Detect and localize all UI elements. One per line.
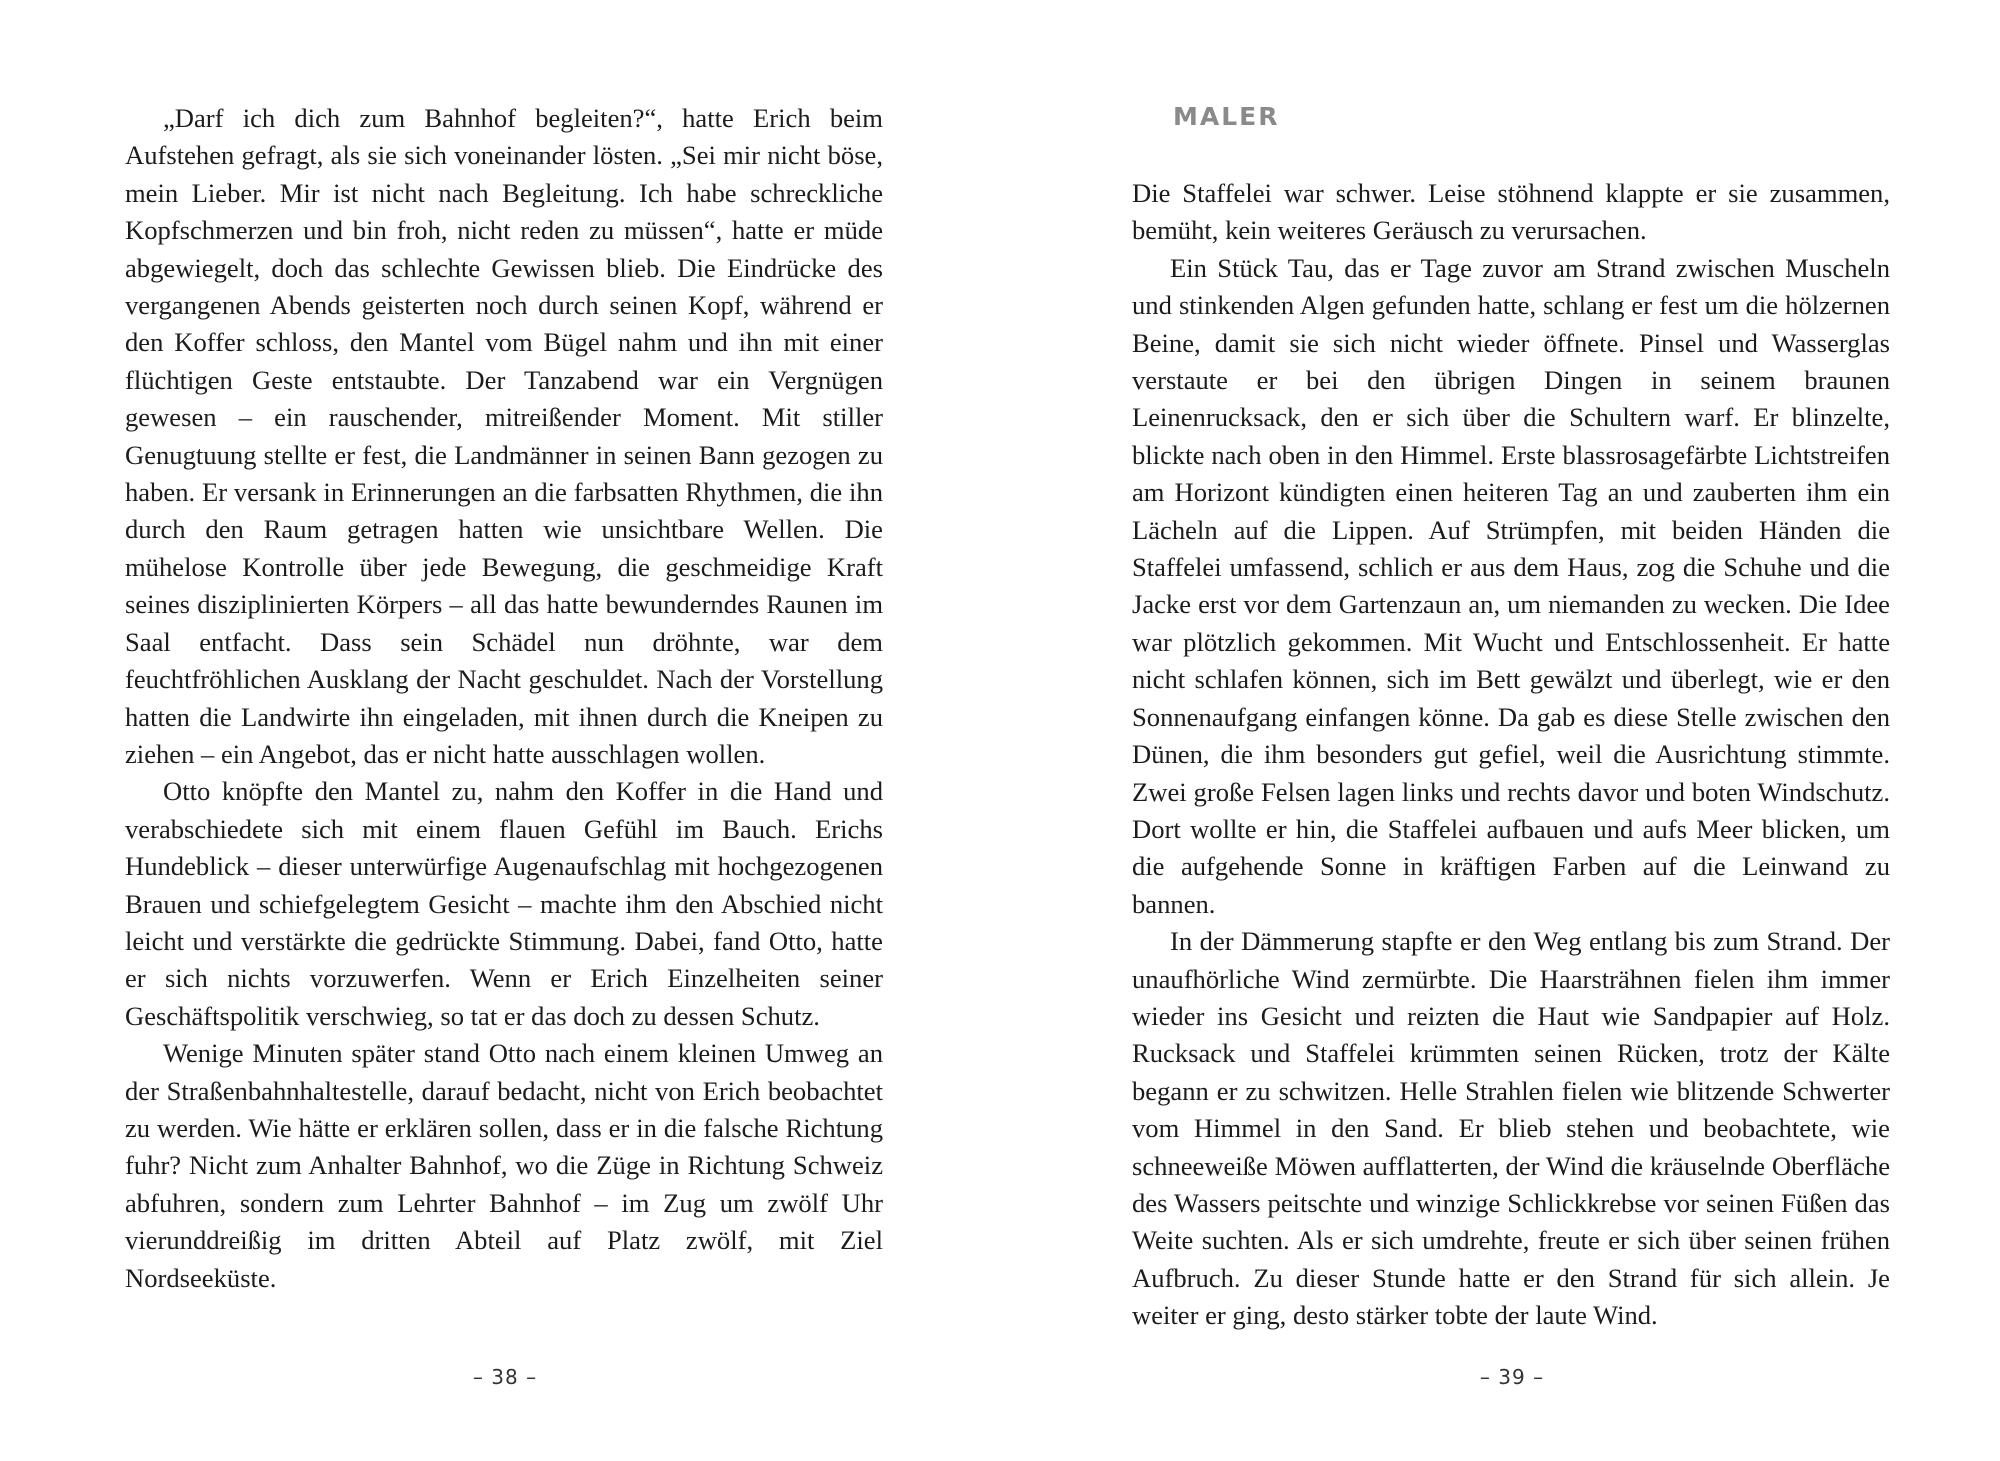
paragraph: In der Dämmerung stapfte er den Weg entlang bis zum Strand. Der unaufhörliche Wind zermürbte. Die Haarsträhnen fielen ihm immer wieder ins Gesicht und reizten die Haut wie Sandpapier auf Holz. Rucksack und Staffelei krümmten seinen Rücken, trotz der Kälte begann er zu schwitzen. Helle Strahlen fielen wie blitzende Schwerter vom Himmel in den Sand. Er blieb stehen und beobachtete, wie schneeweiße Möwen aufflatterten, der Wind die kräuselnde Oberfläche des Wassers peitschte und winzige Schlickkrebse vor seinen Füßen das Weite suchten. Als er sich umdrehte, freute er sich über seinen frühen Aufbruch. Zu dieser Stunde hatte er den Strand für sich allein. Je weiter er ging, desto stärker tobte der laute Wind. bbox=[1132, 926, 1890, 1331]
right-page bbox=[1000, 0, 2000, 1461]
page-number-left: – 38 – bbox=[472, 1365, 538, 1389]
left-page-body bbox=[125, 100, 883, 1297]
paragraph: Otto knöpfte den Mantel zu, nahm den Koffer in die Hand und verabschiedete sich mit einem flauen Gefühl im Bauch. Erichs Hundeblick – dieser unterwürfige Augenaufschlag mit hochgezogenen Brauen und schiefgelegtem Gesicht – machte ihm den Abschied nicht leicht und verstärkte die gedrückte Stimmung. Dabei, fand Otto, hatte er sich nichts vorzuwerfen. Wenn er Erich Einzelheiten seiner Geschäftspolitik verschwieg, so tat er das doch zu dessen Schutz. bbox=[125, 776, 883, 1031]
paragraph: Ein Stück Tau, das er Tage zuvor am Strand zwischen Muscheln und stinkenden Algen gefunden hatte, schlang er fest um die hölzernen Beine, damit sie sich nicht wieder öffnete. Pinsel und Wasserglas verstaute er bei den übrigen Dingen in seinem braunen Leinenrucksack, den er sich über die Schultern warf. Er blinzelte, blickte nach oben in den Himmel. Erste blassrosagefärbte Lichtstreifen am Horizont kündigten einen heiteren Tag an und zauberten ihm ein Lächeln auf die Lippen. Auf Strümpfen, mit beiden Händen die Staffelei umfassend, schlich er aus dem Haus, zog die Schuhe und die Jacke erst vor dem Gartenzaun an, um niemanden zu wecken. Die Idee war plötzlich gekommen. Mit Wucht und Entschlossenheit. Er hatte nicht schlafen können, sich im Bett gewälzt und überlegt, wie er den Sonnenaufgang einfangen könne. Da gab es diese Stelle zwischen den Dünen, die ihm besonders gut gefiel, weil die Ausrichtung stimmte. Zwei große Felsen lagen links und rechts davor und boten Windschutz. Dort wollte er hin, die Staffelei aufbauen und aufs Meer blicken, um die aufgehende Sonne in kräftigen Farben auf die Leinwand zu bannen. bbox=[1132, 252, 1890, 919]
paragraph: „Darf ich dich zum Bahnhof begleiten?“, hatte Erich beim Aufstehen gefragt, als sie sich voneinander lösten. „Sei mir nicht böse, mein Lieber. Mir ist nicht nach Begleitung. Ich habe schreckliche Kopfschmerzen und bin froh, nicht reden zu müssen“, hatte er müde abgewiegelt, doch das schlechte Gewissen blieb. Die Eindrücke des vergangenen Abends geisterten noch durch seinen Kopf, während er den Koffer schloss, den Mantel vom Bügel nahm und ihn mit einer flüchtigen Geste entstaubte. Der Tanzabend war ein Vergnügen gewesen – ein rauschender, mitreißender Moment. Mit stiller Genugtuung stellte er fest, die Landmänner in seinen Bann gezogen zu haben. Er versank in Erinnerungen an die farbsatten Rhythmen, die ihn durch den Raum getragen hatten wie unsichtbare Wellen. Die mühelose Kontrolle über jede Bewegung, die geschmeidige Kraft seines disziplinierten Körpers – all das hatte bewunderndes Raunen im Saal entfacht. Dass sein Schädel nun dröhnte, war dem feuchtfröhlichen Ausklang der Nacht geschuldet. Nach der Vorstellung hatten die Landwirte ihn eingeladen, mit ihnen durch die Kneipen zu ziehen – ein Angebot, das er nicht hatte ausschlagen wollen. bbox=[125, 103, 883, 769]
right-page-body bbox=[1132, 175, 1890, 1335]
paragraph: Die Staffelei war schwer. Leise stöhnend klappte er sie zusammen, bemüht, kein weiteres Geräusch zu verursachen. bbox=[1132, 178, 1890, 246]
paragraph: Wenige Minuten später stand Otto nach einem kleinen Umweg an der Straßenbahnhaltestelle, darauf bedacht, nicht von Erich beobachtet zu werden. Wie hätte er erklären sollen, dass er in die falsche Richtung fuhr? Nicht zum Anhalter Bahnhof, wo die Züge in Richtung Schweiz abfuhren, sondern zum Lehrter Bahnhof – im Zug um zwölf Uhr vierunddreißig im dritten Abteil auf Platz zwölf, mit Ziel Nordseeküste. bbox=[125, 1038, 883, 1293]
page-number-right: – 39 – bbox=[1479, 1365, 1545, 1389]
running-head: MALER bbox=[1173, 102, 1280, 131]
